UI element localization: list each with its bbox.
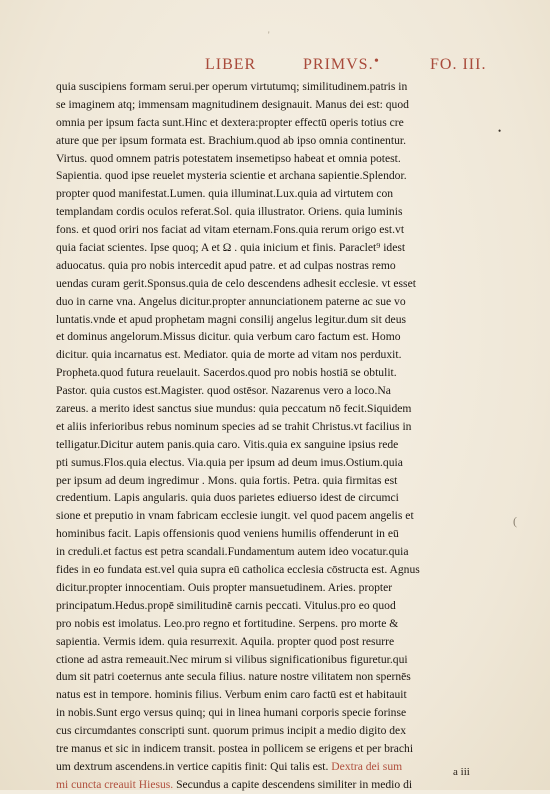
text-line: zareus. a merito idest sanctus siue mundus: quia peccatum nō fecit.Siquidem bbox=[56, 402, 412, 416]
text-line: Propheta.quod futura reuelauit. Sacerdos.quod pro nobis hostiā se obtulit. bbox=[56, 366, 397, 380]
text-line: Pastor. quia custos est.Magister. quod ostēsor. Nazarenus vero a loco.Na bbox=[56, 384, 391, 398]
text-line: quia suscipiens formam serui.per operum virtutumq; similitudinem.patris in bbox=[56, 80, 408, 93]
text-line: fons. et quod oriri nos faciat ad vitam eternam.Fons.quia rerum origo est.vt bbox=[56, 223, 405, 237]
text-line: et dominus angelorum.Missus dicitur. quia verbum caro factum est. Homo bbox=[56, 330, 401, 344]
text-line: luntatis.vnde et apud prophetam magni consilij angelus legitur.dum sit deus bbox=[56, 312, 407, 326]
text-line: Virtus. quod omnem patris potestatem insemetipso habeat et omnia potest. bbox=[56, 151, 401, 165]
text-line: dicitur. quia incarnatus est. Mediator. quia de morte ad vitam nos perduxit. bbox=[56, 348, 402, 362]
text-line: per ipsum ad deum ingredimur . Mons. quia fortis. Petra. quia firmitas est bbox=[56, 473, 398, 487]
header-folio: FO. III. bbox=[430, 56, 487, 73]
text-segment: Secundus a capite descendens similiter in medio di bbox=[173, 777, 413, 791]
header-dot: • bbox=[374, 54, 380, 69]
text-line: in nobis.Sunt ergo versus quinq; qui in linea humani corporis specie forinse bbox=[56, 706, 407, 720]
margin-mark-star: • bbox=[498, 126, 502, 136]
rubric-text-continued: mi cuncta creauit Hiesus. bbox=[56, 777, 174, 791]
text-line: sione et preputio in vnam fabricam ecclesie iungit. vel quod pacem angelis et bbox=[56, 509, 414, 523]
text-line: natus est in tempore. hominis filius. Verbum enim caro factū est et habitauit bbox=[56, 688, 407, 702]
signature-mark: a iii bbox=[453, 766, 470, 778]
text-line-last bbox=[56, 776, 488, 794]
text-line: et aliis inferioribus rebus nominum species ad se trahit Christus.vt facilius in bbox=[56, 419, 412, 433]
header-primus: PRIMVS. bbox=[303, 56, 374, 73]
text-line: tre manus et sic in indicem transit. postea in pollicem se erigens et per brachi bbox=[56, 741, 414, 755]
text-line: sapientia. Vermis idem. quia resurrexit. Aquila. propter quod post resurre bbox=[56, 634, 395, 648]
text-line-with-rubric bbox=[56, 758, 488, 776]
text-line: aduocatus. quia pro nobis intercedit apud patre. et ad culpas nostras remo bbox=[56, 258, 396, 272]
margin-mark-paren: ( bbox=[513, 514, 517, 528]
text-line: ature que per ipsum formata est. Brachium.quod ab ipso omnia continentur. bbox=[56, 133, 406, 147]
text-line: templandam cordis oculos referat.Sol. quia illustrator. Oriens. quia luminis bbox=[56, 205, 403, 219]
text-line: pro nobis est imolatus. Leo.pro regno et fortitudine. Serpens. pro morte & bbox=[56, 616, 399, 630]
text-line: propter quod manifestat.Lumen. quia illuminat.Lux.quia ad virtutem con bbox=[56, 187, 394, 201]
body-text bbox=[56, 78, 488, 794]
text-line: cus circumdantes conscripti sunt. quorum primus incipit a medio digito dex bbox=[56, 724, 407, 738]
text-line: dicitur.propter innocentiam. Ouis propter mansuetudinem. Aries. propter bbox=[56, 580, 393, 594]
rubric-text: Dextra dei sum bbox=[331, 759, 403, 773]
text-line: pti sumus.Flos.quia electus. Via.quia per ipsum ad deum imus.Ostium.quia bbox=[56, 455, 403, 469]
margin-mark-top: ' bbox=[268, 30, 270, 40]
text-line: quia faciat scientes. Ipse quoq; A et Ω . quia inicium et finis. Paraclet⁹ idest bbox=[56, 241, 406, 255]
text-line: telligatur.Dicitur autem panis.quia caro. Vitis.quia ex sanguine ipsius rede bbox=[56, 437, 399, 451]
text-line: duo in carne vna. Angelus dicitur.propter annunciationem paterne ac sue vo bbox=[56, 294, 406, 308]
text-line: ctione ad astra remeauit.Nec mirum si vilibus significationibus figuretur.qui bbox=[56, 652, 408, 666]
running-header bbox=[0, 56, 550, 80]
text-line: hominibus facit. Lapis offensionis quod veniens humilis offenderunt in eū bbox=[56, 527, 399, 541]
text-line: fides in eo fundata est.vel quia supra eū catholica ecclesia cōstructa est. Agnus bbox=[56, 563, 420, 577]
text-line: principatum.Hedus.propē similitudinē carnis peccati. Vitulus.pro eo quod bbox=[56, 598, 396, 612]
text-line: credentium. Lapis angularis. quia duos parietes ediuerso idest de circumci bbox=[56, 491, 399, 505]
text-line: uendas curam gerit.Sponsus.quia de celo descendens adhesit ecclesie. vt esset bbox=[56, 276, 416, 290]
text-line: Sapientia. quod ipse reuelet mysteria scientie et archana sapientie.Splendor. bbox=[56, 169, 407, 183]
text-line: dum sit patri coeternus ante secula filius. nature nostre vilitatem non spernēs bbox=[56, 670, 411, 684]
text-line: omnia per ipsum facta sunt.Hinc et dextera:propter effectū operis totius cre bbox=[56, 115, 404, 129]
text-line: se imaginem atq; immensam magnitudinem designauit. Manus dei est: quod bbox=[56, 97, 409, 111]
text-segment: um dextrum ascendens.in vertice capitis finit: Qui talis est. bbox=[56, 759, 332, 773]
text-line: in creduli.et factus est petra scandali.Fundamentum autem ideo vocatur.quia bbox=[56, 545, 409, 559]
header-liber: LIBER bbox=[205, 56, 257, 73]
